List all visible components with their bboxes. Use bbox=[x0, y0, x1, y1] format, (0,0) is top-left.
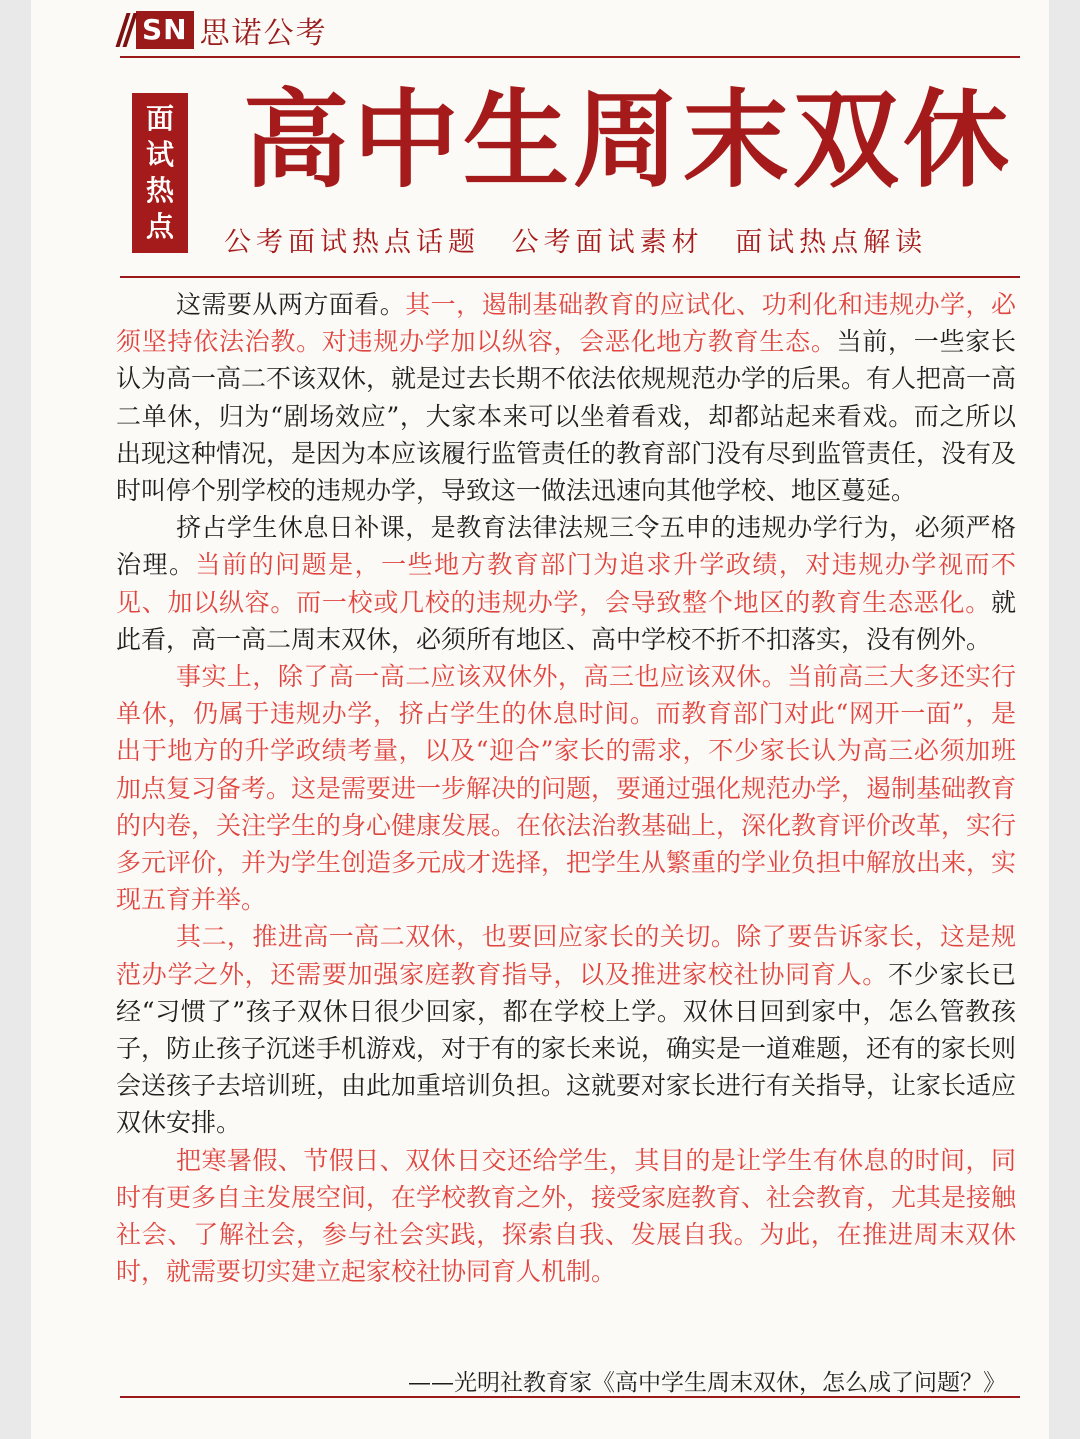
logo-sn-box: SN bbox=[136, 11, 194, 49]
subtitle bbox=[224, 220, 945, 259]
highlighted-text: 当前的问题是，一些地方教育部门为追求升学政绩，对违规办学视而不见、加以纵容。而一校或几校的违规办学，会导致整个地区的教育生态恶化。 bbox=[116, 550, 1016, 617]
page bbox=[31, 0, 1049, 1439]
article-paragraph bbox=[116, 658, 1016, 918]
tag-char: 面 bbox=[145, 102, 174, 135]
subtitle-item: 公考面试素材 bbox=[511, 227, 704, 258]
body-text: 就此看，高一高二周末双休，必须所有地区、高中学校不折不扣落实，没有例外。 bbox=[116, 587, 1016, 654]
article-paragraph bbox=[116, 509, 1016, 658]
brand-logo bbox=[121, 10, 328, 50]
article-paragraph bbox=[116, 1142, 1016, 1291]
body-text: 这需要从两方面看。 bbox=[176, 290, 406, 319]
tag-char: 点 bbox=[145, 210, 174, 243]
hot-topic-tag bbox=[132, 93, 188, 253]
slashes-icon bbox=[121, 13, 132, 47]
tag-char: 试 bbox=[145, 138, 174, 171]
subtitle-item: 公考面试热点话题 bbox=[224, 227, 480, 258]
highlighted-text: 其一，遏制基础教育的应试化、功利化和违规办学，必须坚持依法治教。对违规办学加以纵容，会恶化地方教育生态。 bbox=[116, 290, 1016, 357]
highlighted-text: 其二，推进高一高二双休，也要回应家长的关切。除了要告诉家长，这是规范办学之外，还需要加强家庭教育指导，以及推进家校社协同育人。 bbox=[116, 922, 1016, 989]
article-body bbox=[116, 286, 1016, 1290]
body-text: 挤占学生休息日补课，是教育法律法规三令五申的违规办学行为，必须严格治理。 bbox=[116, 513, 1016, 580]
highlighted-text: 把寒暑假、节假日、双休日交还给学生，其目的是让学生有休息的时间，同时有更多自主发展空间，在学校教育之外，接受家庭教育、社会教育，尤其是接触社会、了解社会，参与社会实践，探索自我、发展自我。为此，在推进周末双休时，就需要切实建立起家校社协同育人机制。 bbox=[116, 1145, 1017, 1287]
article-paragraph bbox=[116, 918, 1016, 1141]
body-text: 当前，一些家长认为高一高二不该双休，就是过去长期不依法依规规范办学的后果。有人把高一高二单休，归为“剧场效应”，大家本来可以坐着看戏，却都站起来看戏。而之所以出现这种情况，是因为本应该履行监管责任的教育部门没有尽到监管责任，没有及时叫停个别学校的违规办学，导致这一做法迅速向其他学校、地区蔓延。 bbox=[116, 327, 1017, 506]
header-divider bbox=[120, 56, 1020, 58]
brand-name: 思诺公考 bbox=[199, 16, 328, 51]
body-text: 不少家长已经“习惯了”孩子双休日很少回家，都在学校上学。双休日回到家中，怎么管教孩子，防止孩子沉迷手机游戏，对于有的家长来说，确实是一道难题，还有的家长则会送孩子去培训班，由此加重培训负担。这就要对家长进行有关指导，让家长适应双休安排。 bbox=[116, 959, 1017, 1138]
page-title: 高中生周末双休 bbox=[243, 79, 1013, 202]
footer-divider bbox=[120, 1396, 1020, 1398]
source-citation: ——光明社教育家《高中学生周末双休，怎么成了问题？》 bbox=[408, 1370, 1006, 1396]
title-divider bbox=[120, 276, 1020, 278]
tag-char: 热 bbox=[145, 174, 174, 207]
subtitle-item: 面试热点解读 bbox=[735, 227, 928, 258]
highlighted-text: 事实上，除了高一高二应该双休外，高三也应该双休。当前高三大多还实行单休，仍属于违规办学，挤占学生的休息时间。而教育部门对此“网开一面”，是出于地方的升学政绩考量，以及“迎合”家长的需求，不少家长认为高三必须加班加点复习备考。这是需要进一步解决的问题，要通过强化规范办学，遏制基础教育的内卷，关注学生的身心健康发展。在依法治教基础上，深化教育评价改革，实行多元评价，并为学生创造多元成才选择，把学生从繁重的学业负担中解放出来，实现五育并举。 bbox=[116, 662, 1017, 915]
article-paragraph bbox=[116, 286, 1016, 509]
